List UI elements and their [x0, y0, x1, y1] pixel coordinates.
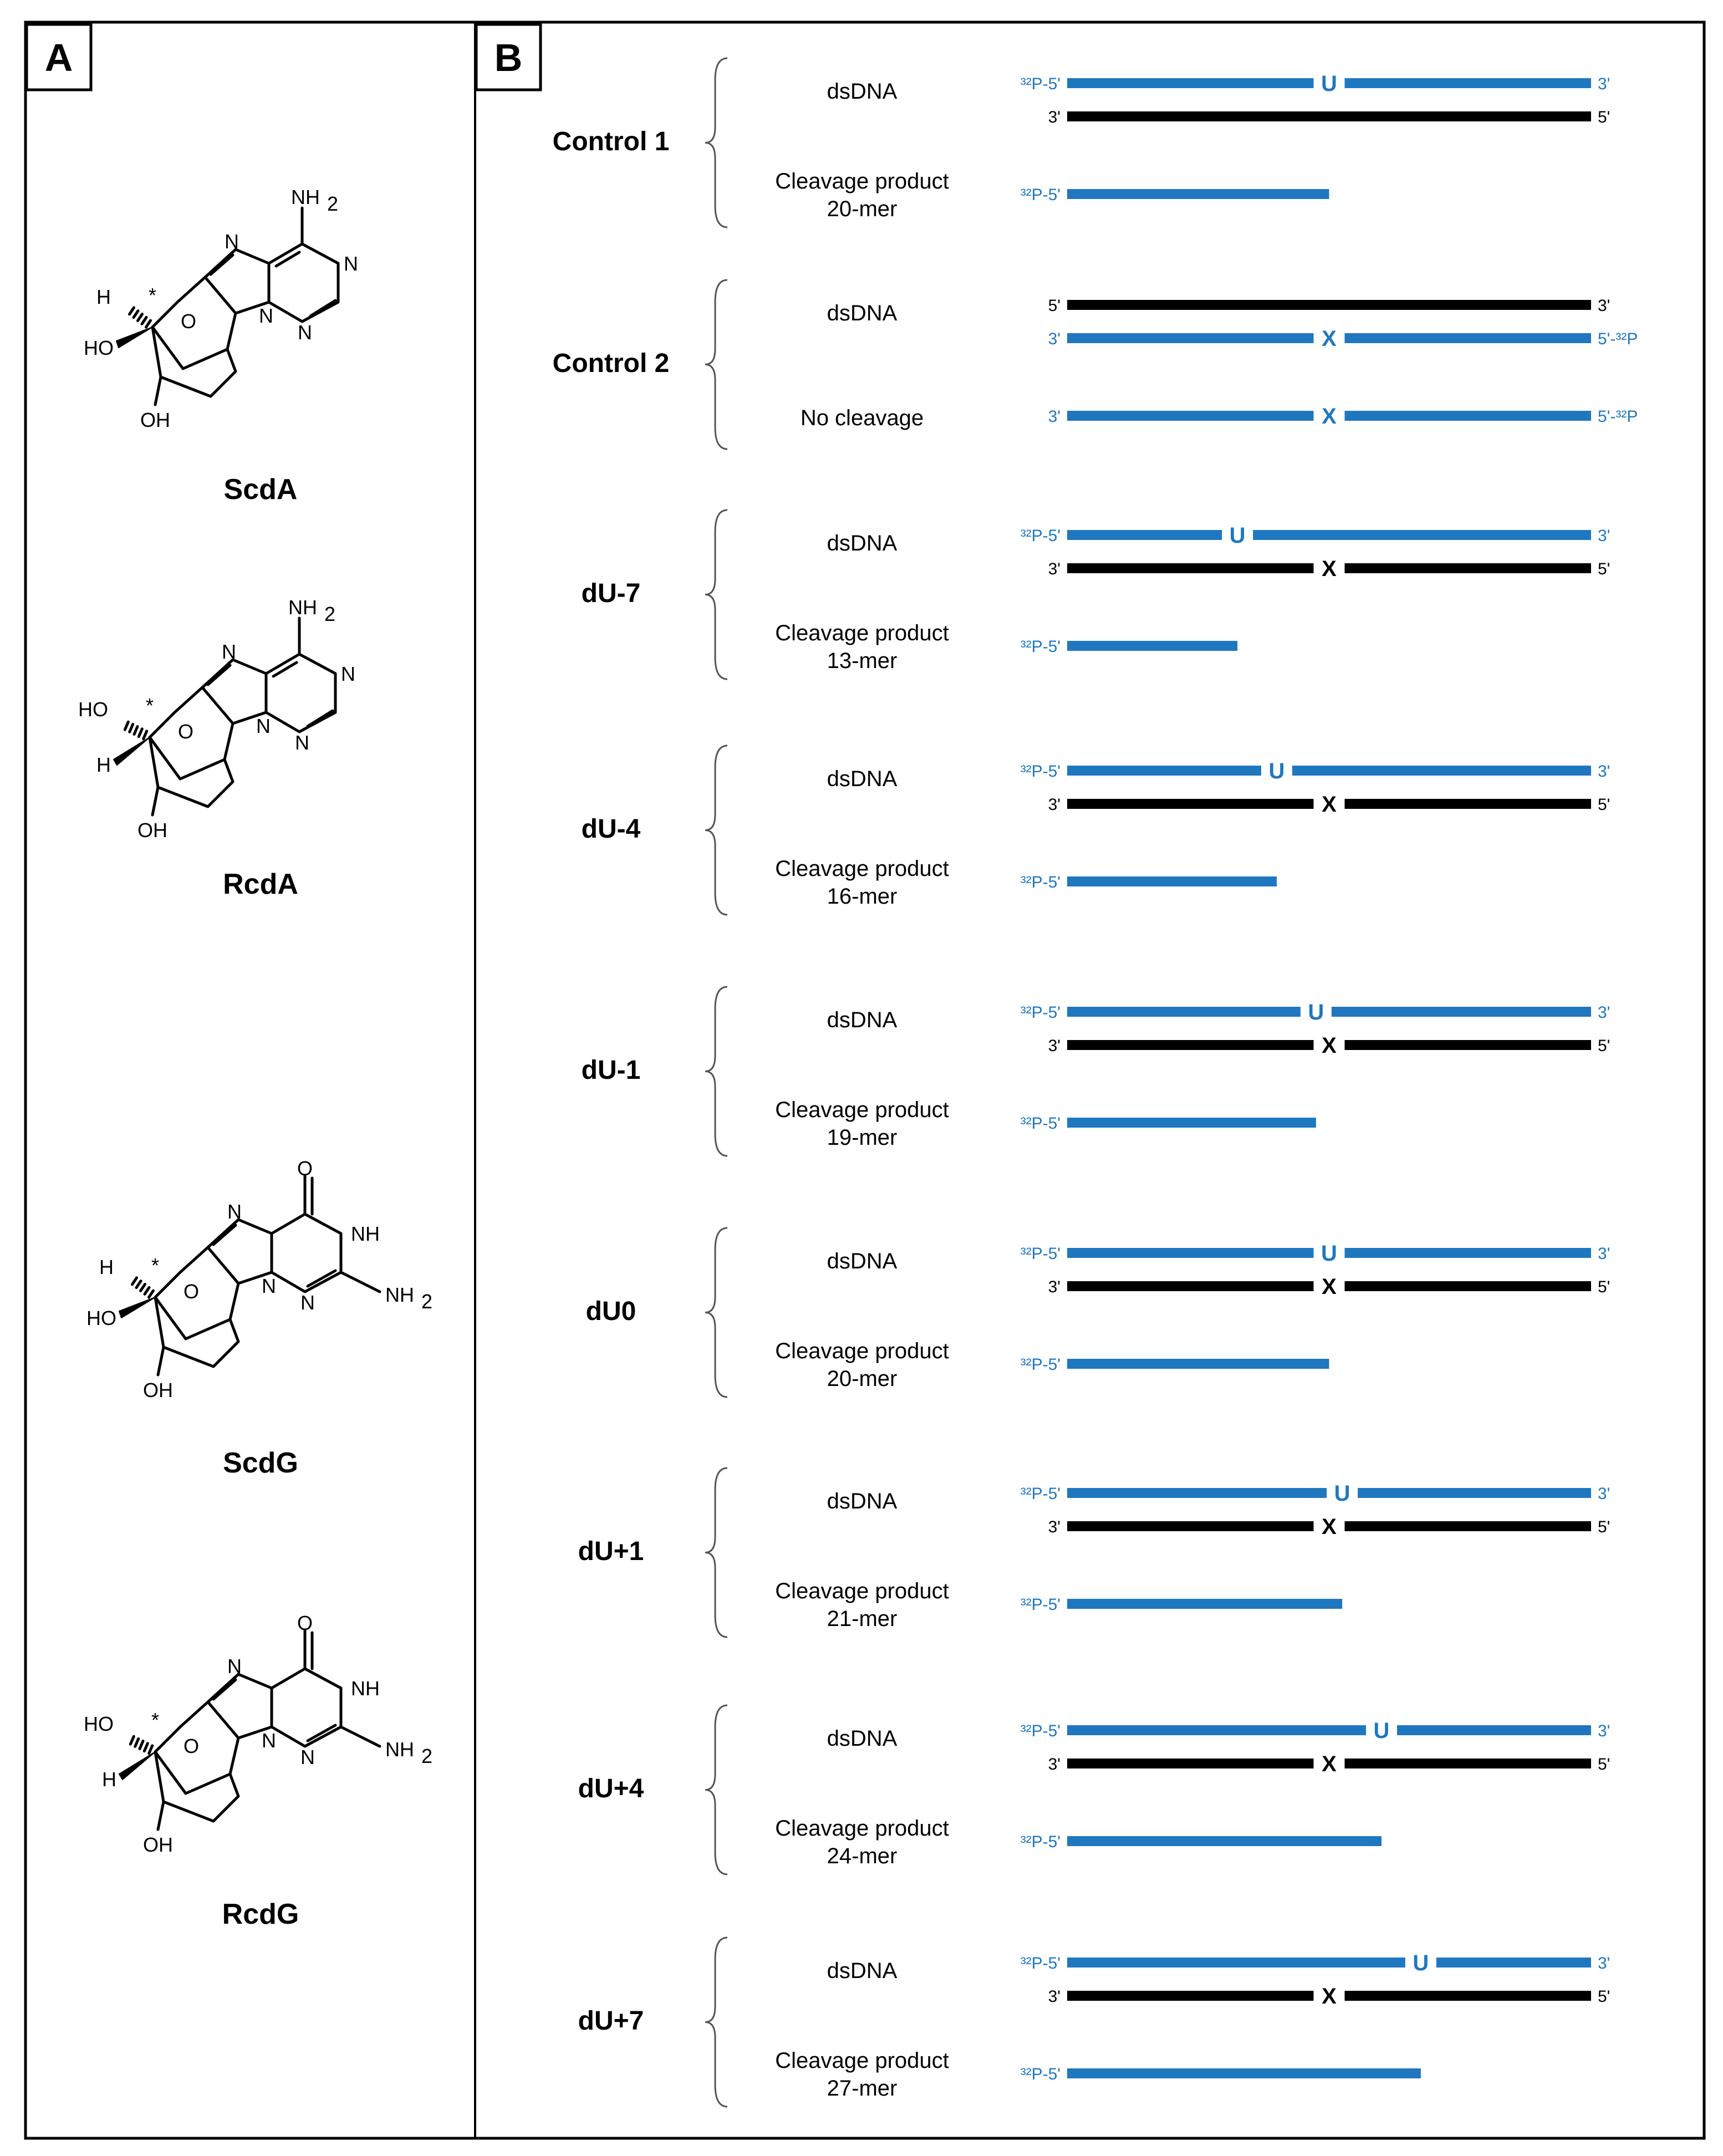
- end-p32-5-blue: ³²P-5': [1020, 762, 1061, 781]
- end-p32-5-product: ³²P-5': [1020, 1833, 1061, 1851]
- end-p32-5-product: ³²P-5': [1020, 873, 1061, 891]
- end-p32-5-blue: ³²P-5': [1020, 1245, 1061, 1263]
- atom-oh: OH: [137, 819, 167, 842]
- row-label: Control 1: [552, 127, 670, 156]
- end-3-blue: 3': [1598, 75, 1610, 93]
- row-label: dU-7: [581, 579, 641, 608]
- end-3-blue: 3': [1598, 1485, 1610, 1503]
- atom-o-sugar: O: [180, 310, 197, 333]
- blue-strand-mark: U: [1321, 72, 1337, 96]
- panel-b-letter-box: [476, 24, 541, 90]
- atom-h: H: [96, 753, 111, 776]
- dsdna-label: dsDNA: [827, 1489, 898, 1513]
- black-strand-mark: X: [1322, 1033, 1337, 1058]
- end-5-black: 5': [1598, 560, 1610, 578]
- dsdna-label: dsDNA: [827, 531, 898, 555]
- product-label-line2: 16-mer: [827, 884, 898, 909]
- blue-strand-mark: U: [1413, 1951, 1429, 1975]
- atom-ho: HO: [86, 1307, 116, 1329]
- product-label-line2: 20-mer: [827, 1367, 898, 1391]
- end-5p32-blue-product: 5'-³²P: [1598, 407, 1638, 426]
- product-label-line2: 21-mer: [827, 1607, 898, 1631]
- atom-amine-subscript: 2: [421, 1745, 433, 1767]
- black-strand-mark: X: [1322, 1752, 1337, 1776]
- dsdna-label: dsDNA: [827, 1249, 898, 1273]
- end-5p32-blue: 5'-³²P: [1598, 330, 1638, 348]
- atom-oh: OH: [143, 1379, 173, 1401]
- dsdna-label: dsDNA: [827, 767, 898, 791]
- compound-name-scdg: ScdG: [223, 1447, 298, 1479]
- atom-amine: NH: [288, 596, 317, 619]
- product-label-line1: Cleavage product: [775, 857, 949, 881]
- product-label-line2: 13-mer: [827, 649, 898, 673]
- atom-amine: NH: [385, 1283, 414, 1306]
- atom-amine: NH: [385, 1738, 414, 1761]
- atom-n-9: N: [262, 1275, 276, 1297]
- product-label-line1: Cleavage product: [775, 1098, 949, 1122]
- atom-h: H: [102, 1768, 116, 1791]
- stereocenter-star: *: [151, 1254, 160, 1277]
- end-p32-5-blue: ³²P-5': [1020, 1485, 1061, 1503]
- compound-name-rcdg: RcdG: [222, 1898, 299, 1930]
- atom-amine: NH: [291, 186, 320, 208]
- row-label: dU+4: [578, 1774, 644, 1803]
- product-label-line2: 24-mer: [827, 1844, 898, 1868]
- dsdna-label: dsDNA: [827, 1959, 898, 1983]
- panel-a-letter-box: [27, 24, 91, 90]
- end-p32-5-product: ³²P-5': [1020, 186, 1061, 204]
- end-p32-5-product: ³²P-5': [1020, 1114, 1061, 1133]
- end-5-black: 5': [1598, 1987, 1610, 2006]
- blue-strand-mark: U: [1373, 1719, 1390, 1743]
- stereocenter-star: *: [151, 1709, 160, 1731]
- atom-n-9: N: [259, 304, 273, 327]
- atom-n-3: N: [298, 321, 312, 344]
- product-label-line1: Cleavage product: [775, 169, 949, 193]
- atom-n-1: N: [344, 252, 358, 275]
- end-3-blue: 3': [1598, 762, 1610, 781]
- end-p32-5-blue: ³²P-5': [1020, 1003, 1061, 1022]
- compound-name-scda: ScdA: [223, 473, 298, 506]
- atom-n-3: N: [300, 1746, 315, 1768]
- end-3-blue: 3': [1048, 330, 1061, 348]
- product-label-line1: Cleavage product: [775, 2048, 949, 2073]
- row-label: dU+7: [578, 2006, 644, 2036]
- end-p32-5-product: ³²P-5': [1020, 638, 1061, 656]
- atom-ho: HO: [84, 337, 114, 359]
- end-3-blue-product: 3': [1048, 407, 1061, 426]
- black-strand-mark: X: [1322, 1984, 1337, 2009]
- blue-strand-mark: X: [1322, 327, 1337, 351]
- atom-o-sugar: O: [177, 720, 194, 743]
- row-label: dU-4: [581, 814, 641, 844]
- atom-o-sugar: O: [183, 1735, 200, 1757]
- panel-b-letter: B: [494, 36, 523, 79]
- atom-amine-subscript: 2: [324, 603, 336, 625]
- end-3-black: 3': [1048, 1987, 1061, 2006]
- row-label: dU-1: [581, 1056, 641, 1085]
- product-label-line1: Cleavage product: [775, 1339, 949, 1363]
- blue-strand-mark: U: [1321, 1241, 1337, 1266]
- black-strand-mark: X: [1322, 557, 1337, 581]
- atom-n-9: N: [262, 1729, 276, 1752]
- end-p32-5-blue: ³²P-5': [1020, 75, 1061, 93]
- atom-n-7: N: [222, 640, 236, 663]
- end-5-black: 5': [1598, 796, 1610, 814]
- end-p32-5-blue: ³²P-5': [1020, 1722, 1061, 1740]
- atom-oh: OH: [143, 1833, 173, 1856]
- dsdna-label: dsDNA: [827, 79, 898, 104]
- dsdna-label: dsDNA: [827, 301, 898, 325]
- end-p32-5-blue: ³²P-5': [1020, 527, 1061, 545]
- end-3-blue: 3': [1598, 1954, 1610, 1972]
- atom-o-carbonyl: O: [297, 1157, 313, 1180]
- product-label-line2: 27-mer: [827, 2076, 898, 2101]
- end-p32-5-product: ³²P-5': [1020, 1355, 1061, 1374]
- blue-strand-mark: U: [1308, 1000, 1324, 1025]
- panel-a-letter: A: [44, 36, 73, 79]
- black-strand-mark: X: [1322, 792, 1337, 817]
- end-3-blue: 3': [1598, 1722, 1610, 1740]
- atom-h: H: [99, 1256, 114, 1278]
- dsdna-label: dsDNA: [827, 1008, 898, 1032]
- product-label-line2: 19-mer: [827, 1125, 898, 1150]
- row-label: dU0: [585, 1297, 636, 1326]
- product-label-line1: No cleavage: [800, 406, 924, 430]
- end-3-black: 3': [1048, 1278, 1061, 1296]
- product-label-line2: 20-mer: [827, 197, 898, 221]
- stereocenter-star: *: [148, 284, 157, 307]
- end-5-black: 5': [1598, 1278, 1610, 1296]
- atom-n-7: N: [227, 1655, 242, 1678]
- end-5-black: 5': [1598, 1755, 1610, 1773]
- product-label-line1: Cleavage product: [775, 1816, 949, 1841]
- atom-n-7: N: [227, 1200, 242, 1223]
- atom-n-3: N: [295, 731, 309, 754]
- end-p32-5-product: ³²P-5': [1020, 2065, 1061, 2083]
- end-3-black: 3': [1048, 108, 1061, 126]
- end-3-black: 3': [1048, 1037, 1061, 1055]
- end-3-black: 3': [1048, 1518, 1061, 1536]
- atom-ho: HO: [84, 1712, 114, 1735]
- product-label-line1: Cleavage product: [775, 1579, 949, 1603]
- end-3-black: 3': [1048, 796, 1061, 814]
- blue-strand-mark: U: [1229, 523, 1246, 548]
- blue-strand-mark: U: [1268, 759, 1285, 783]
- end-3-black: 3': [1048, 560, 1061, 578]
- blue-strand-mark: U: [1334, 1481, 1350, 1506]
- atom-oh: OH: [140, 409, 170, 431]
- atom-n-3: N: [300, 1291, 315, 1314]
- black-strand-mark: X: [1322, 1275, 1337, 1299]
- atom-o-sugar: O: [183, 1280, 200, 1303]
- end-5-black: 5': [1598, 1518, 1610, 1536]
- end-p32-5-product: ³²P-5': [1020, 1596, 1061, 1614]
- atom-h: H: [96, 286, 111, 308]
- row-label: Control 2: [552, 349, 670, 378]
- end-p32-5-blue: ³²P-5': [1020, 1954, 1061, 1972]
- end-5-black: 5': [1598, 108, 1610, 126]
- atom-amine-subscript: 2: [421, 1290, 433, 1313]
- atom-nh-ring: NH: [351, 1222, 380, 1245]
- black-strand-mark: X: [1322, 1515, 1337, 1539]
- end-3-blue: 3': [1598, 527, 1610, 545]
- end-3-blue: 3': [1598, 1003, 1610, 1022]
- atom-nh-ring: NH: [351, 1677, 380, 1700]
- end-3-black: 3': [1048, 1755, 1061, 1773]
- compound-name-rcda: RcdA: [223, 868, 298, 900]
- atom-amine-subscript: 2: [327, 192, 339, 215]
- row-label: dU+1: [578, 1537, 644, 1566]
- product-label-line1: Cleavage product: [775, 621, 949, 645]
- atom-n-9: N: [256, 715, 271, 737]
- end-3-blue: 3': [1598, 1245, 1610, 1263]
- stereocenter-star: *: [145, 694, 154, 717]
- atom-n-7: N: [225, 230, 239, 253]
- end-5-black: 5': [1598, 1037, 1610, 1055]
- uncleaved-strand-mark: X: [1322, 404, 1337, 429]
- atom-ho: HO: [78, 698, 108, 721]
- dsdna-label: dsDNA: [827, 1726, 898, 1751]
- end-5-black: 5': [1048, 297, 1061, 315]
- end-3-black: 3': [1598, 297, 1610, 315]
- atom-n-1: N: [341, 662, 355, 685]
- atom-o-carbonyl: O: [297, 1612, 313, 1634]
